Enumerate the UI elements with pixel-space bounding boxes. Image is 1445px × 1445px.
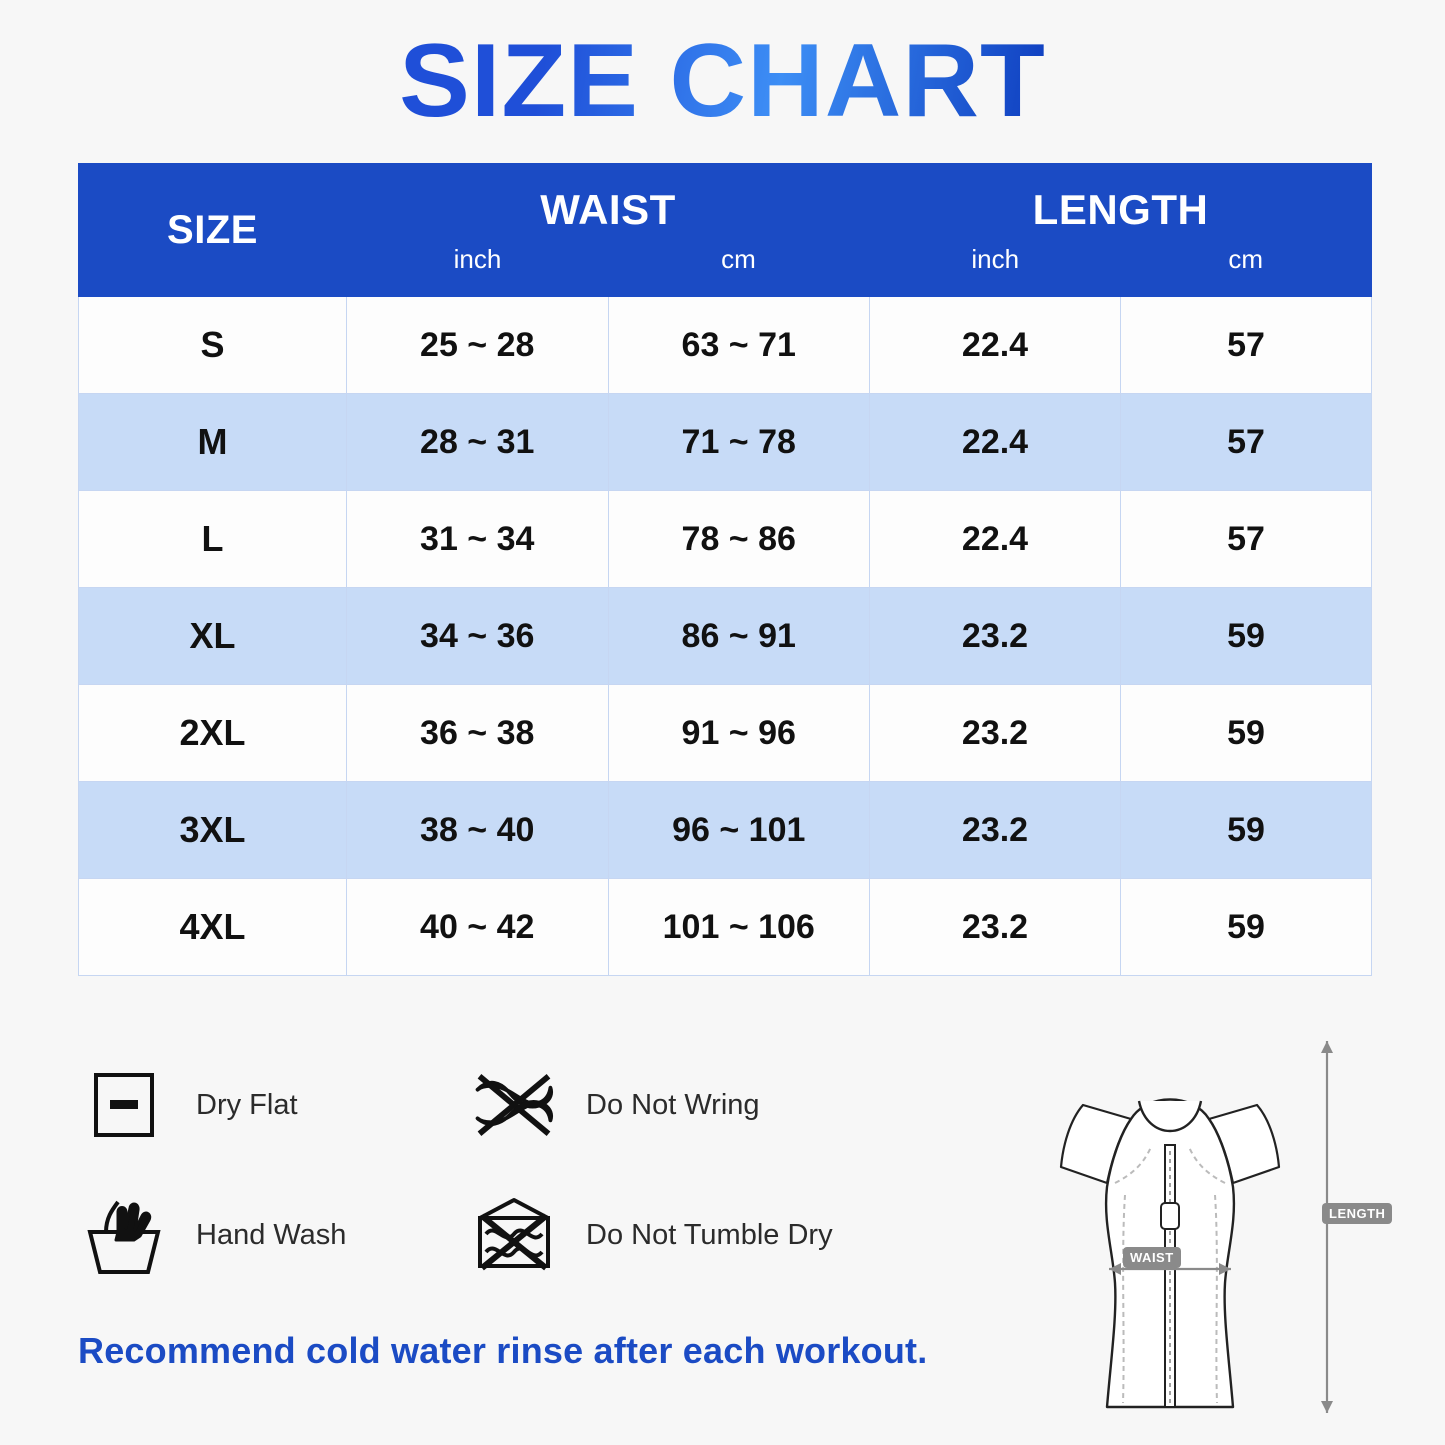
care-item-dry-flat — [78, 1059, 468, 1151]
table-row — [79, 685, 1372, 782]
recommendation-text: Recommend cold water rinse after each workout. — [78, 1330, 928, 1371]
cell-waist-inch: 40 ~ 42 — [347, 879, 609, 976]
cell-waist-cm: 71 ~ 78 — [608, 394, 870, 491]
cell-size: S — [79, 297, 347, 394]
table-row — [79, 491, 1372, 588]
table-header — [79, 164, 1372, 297]
care-instructions — [78, 1040, 938, 1300]
cell-length-inch: 23.2 — [870, 588, 1121, 685]
cell-length-inch: 23.2 — [870, 782, 1121, 879]
cell-size: M — [79, 394, 347, 491]
cell-waist-inch: 28 ~ 31 — [347, 394, 609, 491]
cell-size: XL — [79, 588, 347, 685]
cell-size: 3XL — [79, 782, 347, 879]
care-label-do-not-wring: Do Not Wring — [586, 1088, 760, 1121]
table-row — [79, 879, 1372, 976]
table-row — [79, 782, 1372, 879]
cell-waist-cm: 101 ~ 106 — [608, 879, 870, 976]
cell-waist-inch: 31 ~ 34 — [347, 491, 609, 588]
cell-length-inch: 22.4 — [870, 297, 1121, 394]
care-item-do-not-wring — [468, 1059, 760, 1151]
care-label-hand-wash: Hand Wash — [196, 1218, 347, 1251]
cell-length-cm: 57 — [1121, 297, 1372, 394]
cell-length-cm: 57 — [1121, 394, 1372, 491]
header-length-inch: inch — [971, 243, 1020, 274]
length-dimension-tag: LENGTH — [1322, 1203, 1392, 1224]
table-row — [79, 394, 1372, 491]
header-size — [79, 164, 347, 297]
care-row-1 — [78, 1040, 938, 1170]
care-item-do-not-tumble-dry — [468, 1189, 833, 1281]
cell-size: 2XL — [79, 685, 347, 782]
cell-length-inch: 22.4 — [870, 394, 1121, 491]
header-length-label: LENGTH — [1032, 185, 1209, 233]
header-length — [870, 164, 1372, 297]
cell-waist-inch: 38 ~ 40 — [347, 782, 609, 879]
cell-length-cm: 59 — [1121, 782, 1372, 879]
size-table-container — [78, 163, 1367, 976]
cell-length-inch: 23.2 — [870, 879, 1121, 976]
header-waist — [347, 164, 870, 297]
dry-flat-icon — [78, 1059, 170, 1151]
care-label-do-not-tumble-dry: Do Not Tumble Dry — [586, 1218, 833, 1251]
cell-waist-cm: 63 ~ 71 — [608, 297, 870, 394]
care-label-dry-flat: Dry Flat — [196, 1088, 298, 1121]
header-size-label: SIZE — [167, 207, 258, 252]
cell-length-inch: 23.2 — [870, 685, 1121, 782]
cell-length-inch: 22.4 — [870, 491, 1121, 588]
cell-waist-inch: 25 ~ 28 — [347, 297, 609, 394]
do-not-wring-icon — [468, 1059, 560, 1151]
cell-length-cm: 59 — [1121, 588, 1372, 685]
table-row — [79, 297, 1372, 394]
header-waist-inch: inch — [453, 243, 502, 274]
do-not-tumble-dry-icon — [468, 1189, 560, 1281]
cell-size: 4XL — [79, 879, 347, 976]
table-header-row — [79, 164, 1372, 297]
cell-waist-cm: 91 ~ 96 — [608, 685, 870, 782]
cell-length-cm: 57 — [1121, 491, 1372, 588]
page-title: SIZE CHART — [0, 0, 1445, 141]
cell-size: L — [79, 491, 347, 588]
cell-waist-inch: 34 ~ 36 — [347, 588, 609, 685]
cell-waist-cm: 78 ~ 86 — [608, 491, 870, 588]
care-item-hand-wash — [78, 1189, 468, 1281]
waist-dimension-tag: WAIST — [1123, 1247, 1181, 1268]
table-body — [79, 297, 1372, 976]
table-row — [79, 588, 1372, 685]
care-row-2 — [78, 1170, 938, 1300]
garment-illustration — [975, 1015, 1405, 1430]
size-table — [78, 163, 1372, 976]
cell-waist-cm: 96 ~ 101 — [608, 782, 870, 879]
header-length-cm: cm — [1228, 243, 1264, 274]
cell-length-cm: 59 — [1121, 879, 1372, 976]
header-waist-cm: cm — [721, 243, 756, 274]
hand-wash-icon — [78, 1189, 170, 1281]
header-waist-label: WAIST — [540, 185, 676, 233]
cell-length-cm: 59 — [1121, 685, 1372, 782]
cell-waist-inch: 36 ~ 38 — [347, 685, 609, 782]
cell-waist-cm: 86 ~ 91 — [608, 588, 870, 685]
